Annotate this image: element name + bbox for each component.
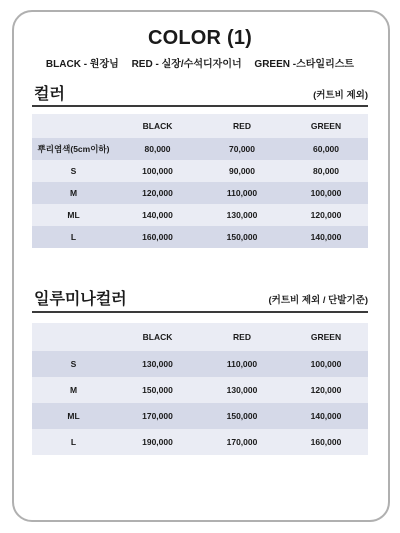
row-label: L <box>70 437 77 447</box>
table-row <box>32 429 368 455</box>
price-cell: 120,000 <box>310 385 342 395</box>
page-title: COLOR (1) <box>147 27 253 49</box>
price-cell: 90,000 <box>229 166 255 176</box>
price-cell: 130,000 <box>226 210 258 220</box>
row-label: S <box>70 166 77 176</box>
table-header-row <box>32 323 368 351</box>
price-cell: 140,000 <box>310 411 342 421</box>
row-label: S <box>70 359 77 369</box>
price-cell: 170,000 <box>226 437 258 447</box>
price-cell: 100,000 <box>310 359 342 369</box>
section-heading-illumina: 일루미나컬러 <box>34 291 127 308</box>
price-cell: 150,000 <box>226 411 258 421</box>
price-cell: 130,000 <box>226 385 258 395</box>
color-price-table <box>32 114 368 248</box>
table-row <box>32 138 368 160</box>
legend-black: BLACK - 원장님 <box>45 59 119 70</box>
row-label: ML <box>67 411 80 421</box>
table-row <box>32 204 368 226</box>
illumina-price-table <box>32 323 368 455</box>
price-cell: 120,000 <box>310 210 342 220</box>
price-cell: 120,000 <box>142 188 173 198</box>
legend-green: GREEN -스타일리스트 <box>254 59 355 70</box>
row-label: M <box>69 188 78 198</box>
price-cell: 190,000 <box>142 437 173 447</box>
table-row <box>32 182 368 204</box>
row-label: M <box>69 385 78 395</box>
price-cell: 160,000 <box>310 437 342 447</box>
price-cell: 160,000 <box>142 232 173 242</box>
row-label: L <box>70 232 77 242</box>
price-cell: 100,000 <box>142 166 173 176</box>
price-cell: 100,000 <box>310 188 342 198</box>
column-header-green: GREEN <box>310 121 342 131</box>
price-cell: 140,000 <box>310 232 342 242</box>
section-heading-color: 컬러 <box>34 86 65 103</box>
table-row <box>32 160 368 182</box>
section-divider <box>32 311 368 313</box>
column-header-red: RED <box>233 121 251 131</box>
price-cell: 170,000 <box>142 411 173 421</box>
price-cell: 80,000 <box>313 166 339 176</box>
column-header-black: BLACK <box>142 332 173 342</box>
table-row <box>32 403 368 429</box>
section-note-color: (커트비 제외) <box>313 90 368 101</box>
price-cell: 110,000 <box>226 359 258 369</box>
table-header-row <box>32 114 368 138</box>
price-cell: 110,000 <box>226 188 258 198</box>
column-header-black: BLACK <box>142 121 173 131</box>
table-row <box>32 377 368 403</box>
price-cell: 150,000 <box>142 385 173 395</box>
price-cell: 80,000 <box>144 144 171 154</box>
stylist-legend <box>20 58 380 72</box>
price-cell: 150,000 <box>226 232 258 242</box>
column-header-green: GREEN <box>310 332 342 342</box>
price-cell: 140,000 <box>142 210 173 220</box>
section-note-illumina: (커트비 제외 / 단발기준) <box>268 295 368 306</box>
row-label: 뿌리염색(5cm이하) <box>37 144 110 154</box>
corner-cell <box>32 323 115 351</box>
section-divider <box>32 105 368 107</box>
table-row <box>32 226 368 248</box>
price-cell: 130,000 <box>142 359 173 369</box>
corner-cell <box>32 114 115 138</box>
price-cell: 60,000 <box>313 144 339 154</box>
price-cell: 70,000 <box>229 144 255 154</box>
legend-red: RED - 실장/수석디자이너 <box>131 59 242 70</box>
table-row <box>32 351 368 377</box>
row-label: ML <box>67 210 80 220</box>
column-header-red: RED <box>233 332 251 342</box>
